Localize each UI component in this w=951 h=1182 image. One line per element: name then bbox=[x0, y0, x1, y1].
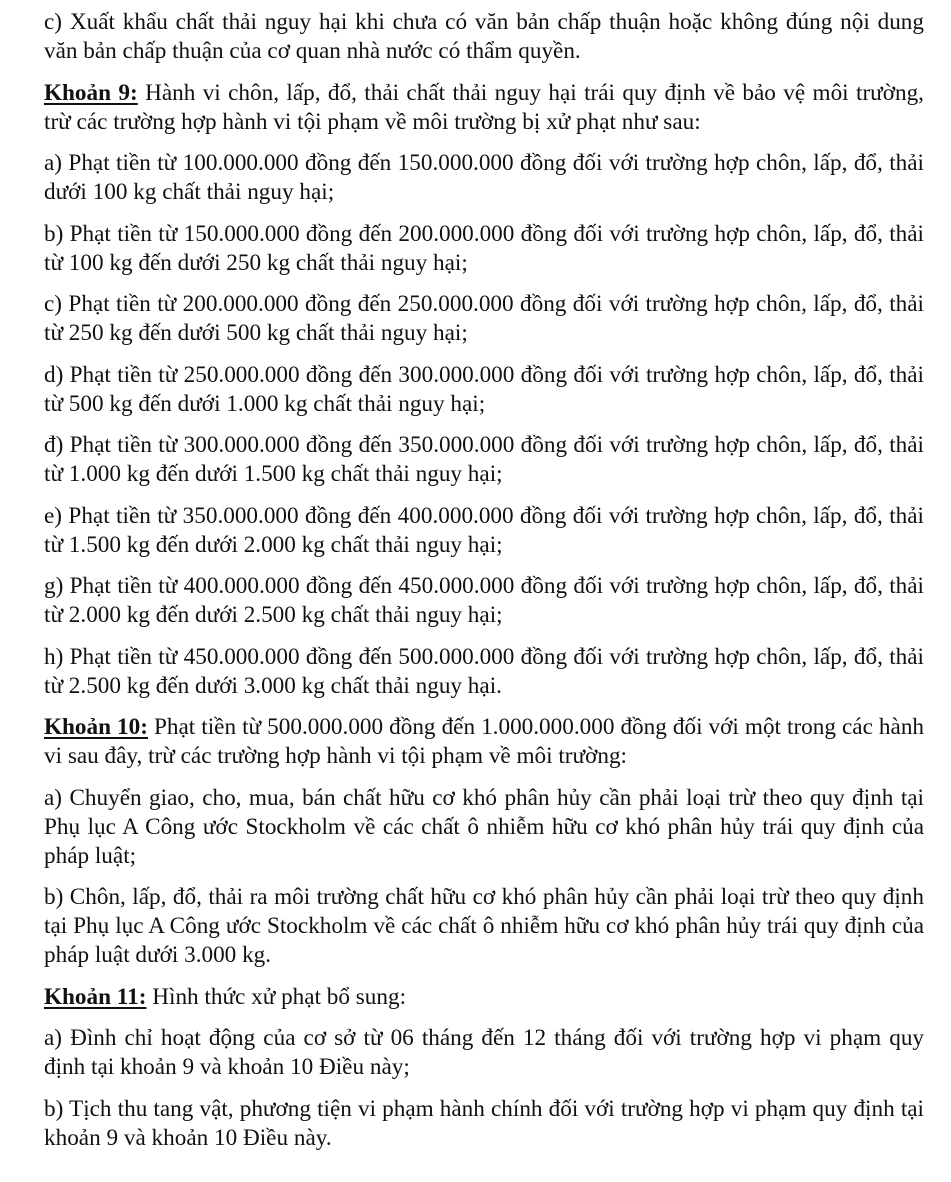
khoan-10-item-b: b) Chôn, lấp, đổ, thải ra môi trường chất hữu cơ khó phân hủy cần phải loại trừ theo quy định tại Phụ lục A Công ước Stockholm về các chất ô nhiễm hữu cơ khó phân hủy trái quy định của pháp luật dưới 3.000 kg. bbox=[44, 884, 924, 968]
khoan-9-item-e: e) Phạt tiền từ 350.000.000 đồng đến 400.000.000 đồng đối với trường hợp chôn, lấp, đổ, thải từ 1.500 kg đến dưới 2.000 kg chất thải nguy hại; bbox=[44, 502, 924, 558]
khoan-9-item-a: a) Phạt tiền từ 100.000.000 đồng đến 150.000.000 đồng đối với trường hợp chôn, lấp, đổ, thải dưới 100 kg chất thải nguy hại; bbox=[44, 150, 924, 205]
intro-paragraph: c) Xuất khẩu chất thải nguy hại khi chưa có văn bản chấp thuận hoặc không đúng nội dung văn bản chấp thuận của cơ quan nhà nước có thẩm quyền. bbox=[44, 9, 924, 64]
khoan-11-item-a: a) Đình chỉ hoạt động của cơ sở từ 06 tháng đến 12 tháng đối với trường hợp vi phạm quy định tại khoản 9 và khoản 10 Điều này; bbox=[44, 1025, 924, 1080]
khoan-10-heading: Khoản 10: bbox=[44, 714, 148, 740]
khoan-10-paragraph bbox=[44, 713, 924, 771]
khoan-9-item-d: d) Phạt tiền từ 250.000.000 đồng đến 300.000.000 đồng đối với trường hợp chôn, lấp, đổ, thải từ 500 kg đến dưới 1.000 kg chất thải nguy hại; bbox=[44, 361, 924, 417]
khoan-9-paragraph bbox=[44, 79, 924, 137]
khoan-9-item-c: c) Phạt tiền từ 200.000.000 đồng đến 250.000.000 đồng đối với trường hợp chôn, lấp, đổ, thải từ 250 kg đến dưới 500 kg chất thải nguy hại; bbox=[44, 291, 924, 346]
khoan-9-heading: Khoản 9: bbox=[44, 79, 138, 106]
khoan-9-text: Hành vi chôn, lấp, đổ, thải chất thải nguy hại trái quy định về bảo vệ môi trường, trừ các trường hợp hành vi tội phạm về môi trường bị xử phạt như sau: bbox=[44, 79, 924, 135]
khoan-11-item-b: b) Tịch thu tang vật, phương tiện vi phạm hành chính đối với trường hợp vi phạm quy định tại khoản 9 và khoản 10 Điều này. bbox=[44, 1095, 924, 1151]
khoan-11-paragraph bbox=[44, 983, 924, 1012]
khoan-10-text: Phạt tiền từ 500.000.000 đồng đến 1.000.000.000 đồng đối với một trong các hành vi sau đây, trừ các trường hợp hành vi tội phạm về môi trường: bbox=[44, 714, 925, 769]
khoan-9-item-dd: đ) Phạt tiền từ 300.000.000 đồng đến 350.000.000 đồng đối với trường hợp chôn, lấp, đổ, thải từ 1.000 kg đến dưới 1.500 kg chất thải nguy hại; bbox=[44, 432, 924, 487]
document-page bbox=[44, 8, 924, 1153]
khoan-10-item-a: a) Chuyển giao, cho, mua, bán chất hữu cơ khó phân hủy cần phải loại trừ theo quy định tại Phụ lục A Công ước Stockholm về các chất ô nhiễm hữu cơ khó phân hủy trái quy định của pháp luật; bbox=[44, 784, 924, 869]
khoan-9-item-g: g) Phạt tiền từ 400.000.000 đồng đến 450.000.000 đồng đối với trường hợp chôn, lấp, đổ, thải từ 2.000 kg đến dưới 2.500 kg chất thải nguy hại; bbox=[44, 573, 924, 628]
khoan-9-item-h: h) Phạt tiền từ 450.000.000 đồng đến 500.000.000 đồng đối với trường hợp chôn, lấp, đổ, thải từ 2.500 kg đến dưới 3.000 kg chất thải nguy hại. bbox=[44, 643, 924, 699]
khoan-11-heading: Khoản 11: bbox=[44, 983, 147, 1010]
khoan-9-item-b: b) Phạt tiền từ 150.000.000 đồng đến 200.000.000 đồng đối với trường hợp chôn, lấp, đổ, thải từ 100 kg đến dưới 250 kg chất thải nguy hại; bbox=[44, 220, 924, 276]
khoan-11-text: Hình thức xử phạt bổ sung: bbox=[146, 983, 407, 1010]
